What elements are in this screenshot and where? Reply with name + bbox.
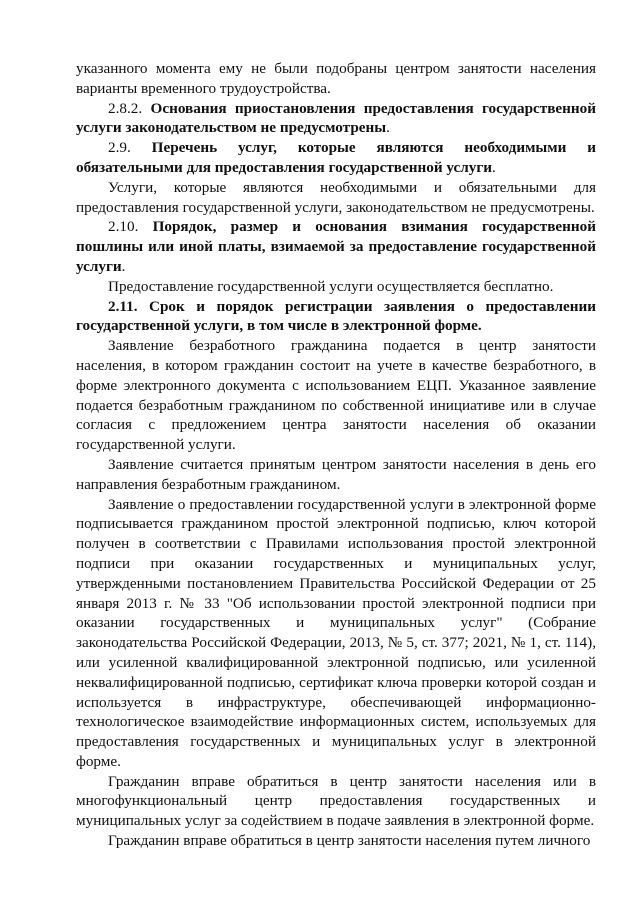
section-heading: Порядок, размер и основания взимания государственной пошлины или иной платы, взимаемой за предоставление государственной услуги: [76, 218, 597, 275]
body-paragraph: Заявление безработного гражданина подается в центр занятости населения, в котором гражданин состоит на учете в качестве безработного, в форме электронного документа с использованием ЕЦП. Указанное заявление подается безработным гражданином по собственной инициативе или в случае согласия с предложением центра занятости населения об оказании государственной услуги.: [76, 337, 596, 454]
document-page: [76, 59, 596, 851]
paragraph-continuation: указанного момента ему не были подобраны центром занятости населения варианты временного трудоустройства.: [76, 60, 596, 97]
section-heading: Основания приостановления предоставления государственной услуги законодательством не предусмотрены: [76, 99, 597, 137]
body-paragraph: Гражданин вправе обратиться в центр занятости населения путем личного: [108, 832, 591, 850]
section-2-11-heading: 2.11. Срок и порядок регистрации заявления о предоставлении государственной услуги, в том числе в электронной форме.: [76, 297, 596, 335]
heading-period: .: [492, 158, 496, 176]
body-paragraph: Услуги, которые являются необходимыми и обязательными для предоставления государственной услуги, законодательством не предусмотрены.: [76, 178, 596, 216]
body-paragraph: Заявление о предоставлении государственной услуги в электронной форме подписывается гражданином простой электронной подписью, ключ которой получен в соответствии с Правилами использования простой электронной подписи при оказании государственных и муниципальных услуг, утвержденными постановлением Правительства Российской Федерации от 25 января 2013 г. № 33 "Об использовании простой электронной подписи при оказании государственных и муниципальных услуг" (Собрание законодательства Российской Федерации, 2013, № 5, ст. 377; 2021, № 1, ст. 114), или усиленной квалифицированной электронной подписью, или усиленной неквалифицированной подписью, сертификат ключа проверки которой создан и используется в инфраструктуре, обеспечивающей информационно-технологическое взаимодействие информационных систем, используемых для предоставления государственных и муниципальных услуг в электронной форме.: [76, 495, 596, 770]
body-paragraph: Предоставление государственной услуги осуществляется бесплатно.: [108, 277, 554, 295]
section-number: 2.9.: [108, 139, 131, 157]
heading-period: .: [121, 257, 126, 275]
section-2-8-2: [76, 99, 596, 139]
section-2-10: [76, 217, 596, 276]
section-number: 2.10.: [108, 218, 139, 236]
section-heading: Перечень услуг, которые являются необходимыми и обязательными для предоставления государственной услуги: [76, 139, 596, 176]
heading-period: .: [386, 119, 390, 137]
body-paragraph: Заявление считается принятым центром занятости населения в день его направления безработным гражданином.: [76, 455, 596, 493]
section-2-9: [76, 138, 596, 178]
section-number: 2.8.2.: [108, 99, 143, 117]
body-paragraph: Гражданин вправе обратиться в центр занятости населения или в многофункциональный центр предоставления государственных и муниципальных услуг за содействием в подаче заявления в электронной форме.: [76, 772, 596, 830]
